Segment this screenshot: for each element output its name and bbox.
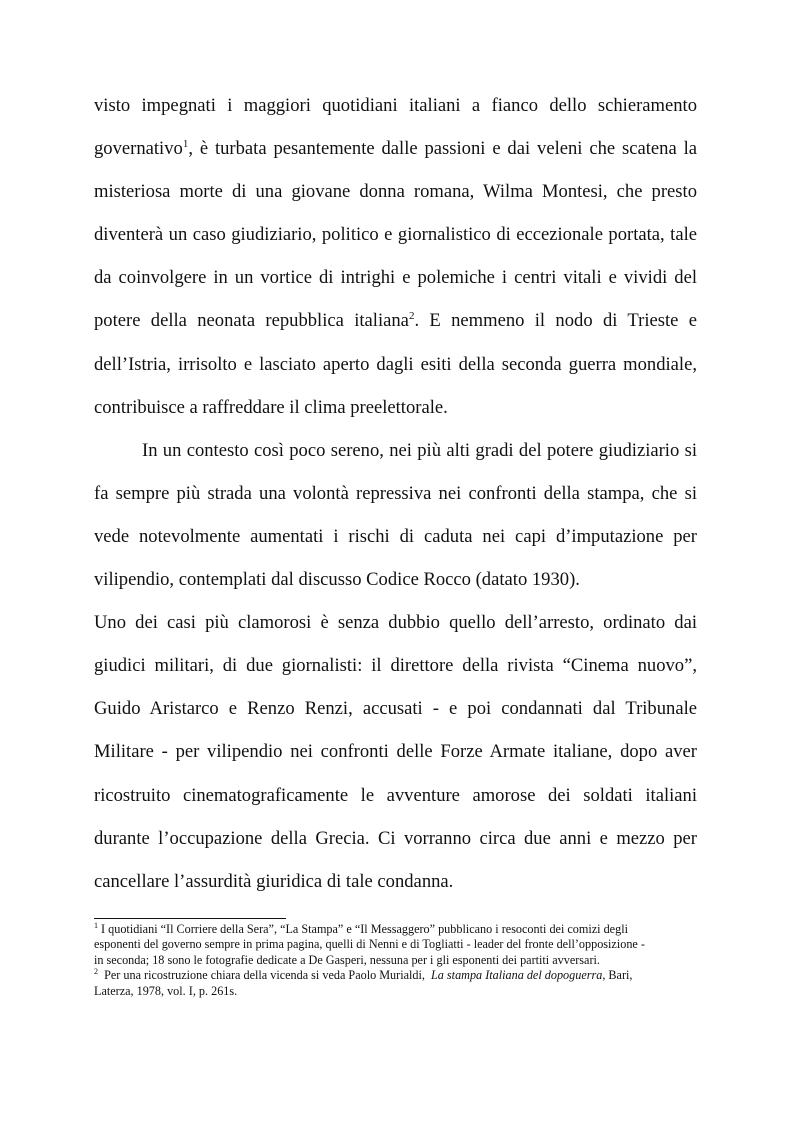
footnote-line: esponenti del governo sempre in prima pagina, quelli di Nenni e di Togliatti - leader del fronte dell’opposizione - [94,937,645,952]
text-line: diventerà un caso giudiziario, politico e giornalistico di eccezionale portata, tale [94,224,697,246]
text-line: visto impegnati i maggiori quotidiani italiani a fianco dello schieramento [94,95,697,116]
footnote-mark-2: 2 [94,968,98,977]
footnote-ref-1: 1 [182,137,189,150]
text-line: fa sempre più strada una volontà repressiva nei confronti della stampa, che si [94,482,697,504]
footnote-line: $^1$ I quotidiani “Il Corriere della Sera”, “La Stampa” e “Il Messaggero” pubblicano i resoconti dei comizi degli [94,922,628,936]
paragraph-1 [94,88,697,433]
footnote-line: Laterza, 1978, vol. I, p. 261s. [94,983,238,998]
footnote-line: in seconda; 18 sono le fotografie dedicate a De Gasperi, nessuna per i gli esponenti dei partiti avversari. [94,952,600,967]
text-line: Militare - per vilipendio nei confronti delle Forze Armate italiane, dopo aver [94,741,697,763]
document-body [94,88,697,907]
paragraph-3 [94,605,697,907]
footnote-ref-2: 2 [408,310,415,323]
text-line: Uno dei casi più clamorosi è senza dubbio quello dell’arresto, ordinato dai [94,612,697,634]
text-line: giudici militari, di due giornalisti: il direttore della rivista “Cinema nuovo”, [94,655,697,677]
text-line: vilipendio, contemplati dal discusso Codice Rocco (datato 1930). [94,569,580,591]
footnote-1 [94,922,697,968]
text-line: durante l’occupazione della Grecia. Ci vorranno circa due anni e mezzo per [94,827,697,849]
paragraph-2 [94,433,697,605]
footnote-mark-1: 1 [94,922,98,930]
footnotes [94,922,697,999]
footnote-2 [94,968,697,999]
text-line: In un contesto così poco sereno, nei più alti gradi del potere giudiziario si [142,439,697,461]
text-line: ricostruito cinematograficamente le avventure amorose dei soldati italiani [94,784,697,806]
text-line: potere della neonata repubblica italiana$^2$. E nemmeno il nodo di Trieste e [94,310,697,332]
footnote-line: $^2$ Per una ricostruzione chiara della vicenda si veda Paolo Murialdi, La stampa Italiana del dopoguerra, Bari, [94,968,633,983]
text-line: da coinvolgere in un vortice di intrighi e polemiche i centri vitali e vividi del [94,267,697,289]
text-line: misteriosa morte di una giovane donna romana, Wilma Montesi, che presto [94,181,697,203]
footnote-divider [94,918,286,919]
text-line: cancellare l’assurdità giuridica di tale condanna. [94,870,454,892]
text-line: Guido Aristarco e Renzo Renzi, accusati - e poi condannati dal Tribunale [94,698,697,720]
text-line: dell’Istria, irrisolto e lasciato aperto dagli esiti della seconda guerra mondiale, [94,353,697,375]
text-line: vede notevolmente aumentati i rischi di caduta nei capi d’imputazione per [94,525,697,547]
cited-book-title: La stampa Italiana del dopoguerra [431,968,603,983]
text-line: contribuisce a raffreddare il clima preelettorale. [94,396,448,418]
text-line: governativo$^1$, è turbata pesantemente dalle passioni e dai veleni che scatena la [94,137,697,160]
